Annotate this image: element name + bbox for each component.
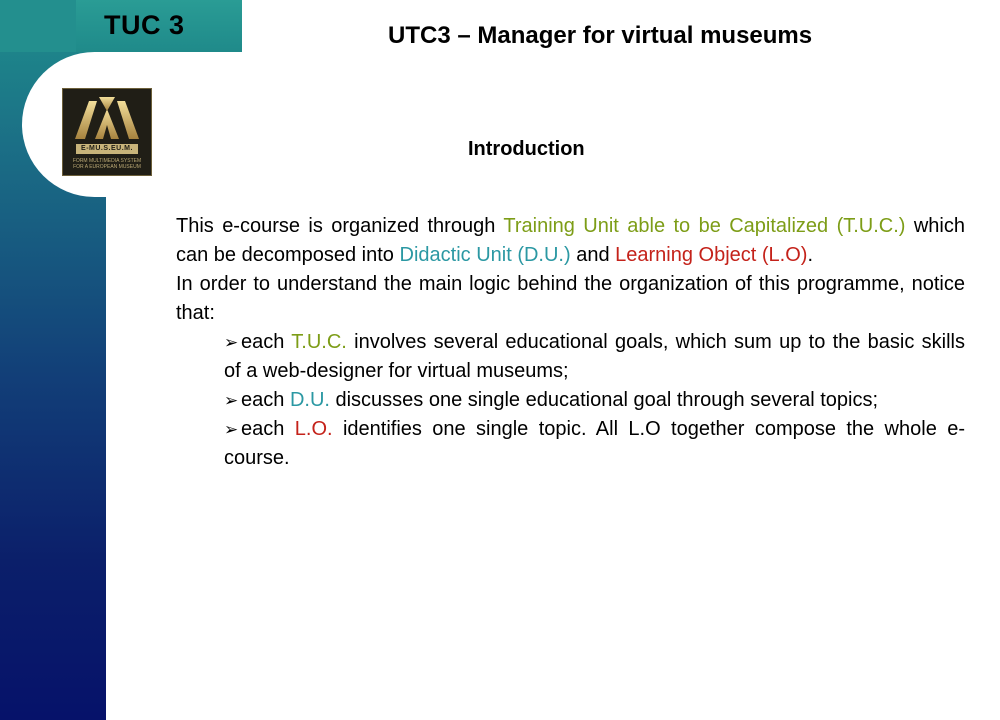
intro-text-1: This e-course is organized through: [176, 215, 504, 237]
intro-text-2: which can be decomposed into: [176, 215, 965, 266]
section-title: Introduction: [468, 138, 585, 160]
bullet-term-tuc: T.U.C.: [291, 331, 347, 353]
bullet-text-3a: each: [241, 418, 295, 440]
bullet-text-1a: each: [241, 331, 292, 353]
logo-caption-text: E-MU.S.EU.M.: [76, 144, 138, 154]
bullet-text-1b: involves several educational goals, which sum up to the basic skills of a web-designer for virtual museums;: [224, 331, 965, 382]
bullet-item-du: [224, 386, 965, 415]
emuseum-logo: [62, 88, 152, 176]
bullet-term-du: D.U.: [289, 389, 330, 411]
slide-body: [176, 212, 965, 473]
bullet-item-lo: [224, 415, 965, 473]
notice-paragraph: In order to understand the main logic behind the organization of this programme, notice that:: [176, 273, 965, 324]
bullet-text-2b: discusses one single educational goal through several topics;: [329, 389, 879, 411]
arrow-bullet-icon: ➢: [224, 420, 239, 439]
arrow-bullet-icon: ➢: [224, 333, 239, 352]
intro-paragraph: [176, 212, 965, 270]
bullet-text-2a: each: [241, 389, 290, 411]
logo-subcaption: FORM MULTIMEDIA SYSTEM FOR A EUROPEAN MUSEUM: [72, 158, 142, 170]
logo-mark-icon: [73, 95, 141, 141]
bullet-item-tuc: [224, 328, 965, 386]
term-tuc: Training Unit able to be Capitalized (T.U.C.): [503, 215, 906, 237]
arrow-bullet-icon: ➢: [224, 391, 239, 410]
unit-tab-label: TUC 3: [104, 10, 185, 40]
bullet-term-lo: L.O.: [294, 418, 333, 440]
term-du: Didactic Unit (D.U.): [399, 244, 571, 266]
top-left-decorative-block: [0, 0, 76, 52]
intro-text-4: .: [807, 244, 814, 266]
term-lo: Learning Object (L.O): [615, 244, 808, 266]
bullet-list: [176, 328, 965, 473]
slide-title: UTC3 – Manager for virtual museums: [388, 22, 813, 49]
intro-text-3: and: [570, 244, 616, 266]
logo-caption: [63, 143, 151, 155]
bullet-text-3b: identifies one single topic. All L.O together compose the whole e-course.: [224, 418, 965, 469]
